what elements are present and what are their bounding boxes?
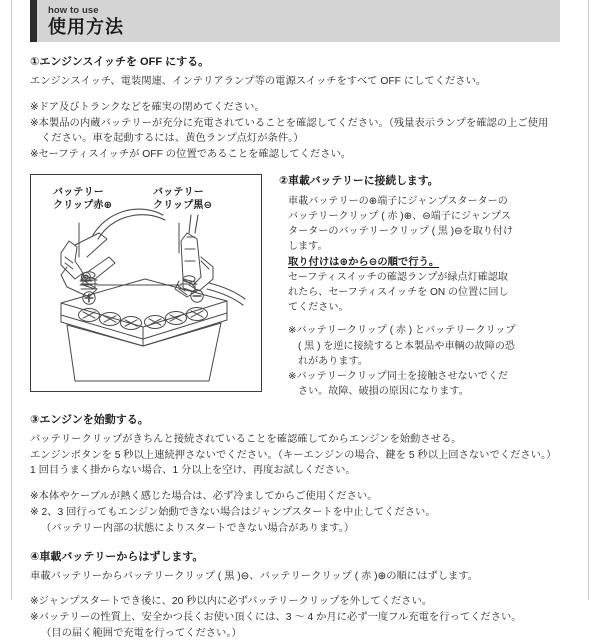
step-3-note: ※本体やケーブルが熱く感じた場合は、必ず冷ましてからご使用ください。 [30,491,378,503]
step-3-body: 1 回目うまく掛からない場合、1 分以上を空け、再度お試しください。 [30,465,356,477]
step-2-body-line: れたら、セーフティスイッチを ON の位置に回し [288,287,509,299]
figure-label-black-clip-line1: バッテリー [153,187,204,199]
step-2-body-line: ターターのバッテリークリップ ( 黒 )⊖を取り付け [288,226,514,238]
step-1-note: ※本製品の内蔵バッテリーが充分に充電されていることを確認してください。（残量表示ランプを確認の上ご使用 [30,117,549,129]
step-1-body: エンジンスイッチ、電装関連、インテリアランプ等の電源スイッチをすべて OFF にしてください。 [30,75,487,87]
battery-rim-band-right [143,313,227,346]
step-1-block [30,55,560,163]
step-2-block [262,174,560,399]
figure-and-step-2-row [30,174,560,399]
page-title: 使用方法 [48,16,124,37]
battery-clip-black [175,215,245,305]
cell-cap [79,309,100,322]
step-4-note: ※バッテリーの性質上、安全かつ長くお使い頂くには、3 〜 4 か月に必ず一度フル充電を行ってください。 [30,612,522,624]
step-3-note: ※ 2、3 回行ってもエンジン始動できない場合はジャンプスタートを中止してください。 [30,506,436,518]
figure-label-red-clip-line2: クリップ赤⊕ [53,200,113,212]
page-right-rule [588,0,589,600]
step-3-block [30,413,560,537]
step-3-note: （バッテリー内部の状態によりスタートできない場合があります。） [41,522,355,534]
figure-label-black-clip-line2: クリップ黒⊖ [153,200,213,212]
step-2-emphasis: 取り付けは⊕から⊖の順で行う。 [288,256,440,268]
battery-connection-figure [30,174,262,392]
step-3-body: バッテリークリップがきちんと接続されていることを確認確してからエンジンを始動させる。 [30,434,462,446]
step-2-note: ( 黒 ) を逆に接続すると本製品や車輌の故障の恐 [298,340,516,352]
step-2-body-line: てください。 [288,302,349,314]
step-1-note: ※ドア及びトランクなどを確実の閉めてください。 [30,101,265,113]
step-1-note: ※セーフティスイッチが OFF の位置であることを確認してください。 [30,149,352,161]
step-3-notes [30,489,560,537]
header-eyebrow: how to use [48,5,99,17]
cell-cap [187,308,208,321]
cell-cap [166,312,187,325]
header-accent-bar [30,0,37,42]
step-4-heading: ④車載バッテリーからはずします。 [30,550,204,563]
step-4-notes [30,594,560,642]
step-2-body-line: 車載バッテリーの⊕端子にジャンプスターターの [288,196,508,208]
section-header [30,0,560,42]
step-1-heading: ①エンジンスイッチを OFF にする。 [30,56,210,68]
step-4-body: 車載バッテリーからバッテリークリップ ( 黒 )⊖、バッテリークリップ ( 赤 )⊕の順にはずします。 [30,570,479,582]
battery-rim-band-left [61,315,143,346]
positive-terminal-marker [83,292,95,304]
step-4-block [30,550,560,642]
spacer [279,315,560,323]
step-2-note: れがあります。 [298,355,368,367]
page-content [30,0,560,642]
step-3-heading: ③エンジンを始動する。 [30,414,149,427]
step-4-note: ※ジャンプスタートでき後に、20 秒以内に必ずバッテリークリップを外してください。 [30,596,433,608]
cell-cap [121,317,142,330]
step-2-note: さい。故障、破損の原因になります。 [298,386,469,398]
header-text-group [37,6,124,36]
step-1-note: ください。車を起動するには、黄色ランプ点灯が条件。） [41,133,304,145]
step-4-note: （目の届く範囲で充電を行ってください。） [41,628,242,640]
step-2-heading: ②車載バッテリーに接続します。 [279,175,439,188]
battery-clip-red [61,209,165,297]
step-1-notes [30,100,560,164]
step-2-note: ※バッテリークリップ ( 赤 ) とバッテリークリップ [288,325,516,337]
battery-line-drawing [31,175,262,392]
step-3-body: エンジンボタンを 5 秒以上連続押さないでください。（キーエンジンの場合、鍵を 5 秒以上回さないでください。） [30,449,557,461]
step-2-note: ※バッテリークリップ同士を接触させないでくだ [288,370,509,382]
step-2-body-line: セーフティスイッチの確認ランプが緑点灯確認取 [288,272,508,284]
step-2-body-line: します。 [288,241,328,253]
cell-cap [145,316,166,329]
figure-label-red-clip-line1: バッテリー [53,187,104,199]
step-2-body-line: バッテリークリップ ( 赤 )⊕、⊖端子にジャンプス [288,211,511,223]
page-left-rule [11,0,12,600]
